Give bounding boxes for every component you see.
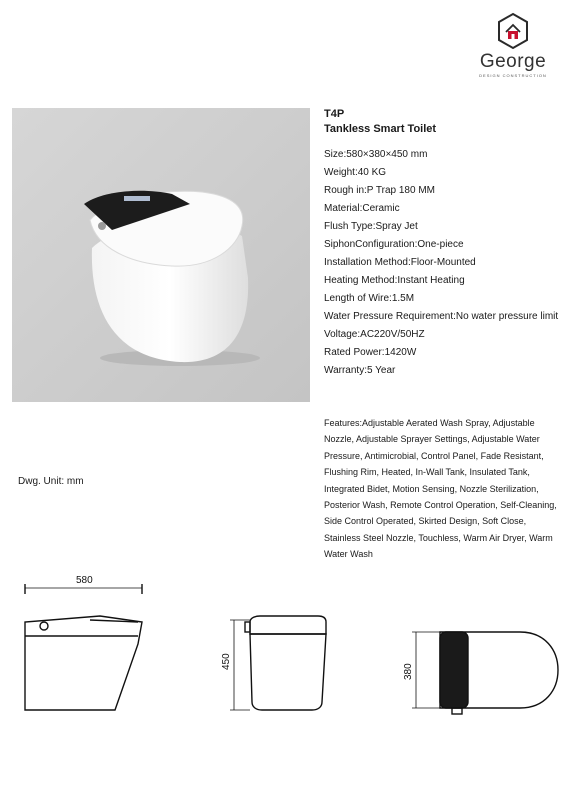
spec-weight: Weight:40 KG — [324, 167, 387, 178]
brand-name: George — [479, 51, 547, 72]
spec-voltage: Voltage:AC220V/50HZ — [324, 329, 425, 340]
model-number: T4P — [324, 108, 345, 120]
product-photo — [12, 108, 310, 402]
spec-installation: Installation Method:Floor-Mounted — [324, 257, 476, 268]
spec-size: Size:580×380×450 mm — [324, 149, 428, 160]
technical-drawings — [0, 570, 566, 720]
height-dimension: 450 — [221, 653, 232, 670]
brand-logo — [468, 12, 558, 92]
spec-wire-length: Length of Wire:1.5M — [324, 293, 415, 304]
top-view-drawing — [412, 632, 558, 714]
spec-material: Material:Ceramic — [324, 203, 400, 214]
front-view-drawing — [230, 616, 326, 710]
spec-water-pressure: Water Pressure Requirement:No water pressure limit — [324, 311, 559, 322]
spec-siphon: SiphonConfiguration:One-piece — [324, 239, 464, 250]
spec-panel — [324, 107, 560, 380]
spec-flush-type: Flush Type:Spray Jet — [324, 221, 418, 232]
features-text: Features:Adjustable Aerated Wash Spray, Adjustable Nozzle, Adjustable Sprayer Settings, Adjustable Water Pressure, Antimicrobial, Control Panel, Fade Resistant, Flushing Rim, Heated, In-Wall Tank, Insulated Tank, Integrated Bidet, Motion Sensing, Nozzle Sterilization, Posterior Wash, Remote Control Operation, Self-Cleaning, Side Control Operated, Skirted Design, Soft Close, Stainless Steel Nozzle, Touchless, Warm Air Dryer, Warm Water Wash — [324, 418, 557, 560]
length-dimension: 580 — [76, 575, 93, 586]
spec-power: Rated Power:1420W — [324, 347, 417, 358]
house-hexagon-logo-icon — [496, 12, 530, 50]
width-dimension: 380 — [403, 663, 414, 680]
spec-rough-in: Rough in:P Trap 180 MM — [324, 185, 435, 196]
side-view-drawing — [25, 584, 142, 710]
spec-heating: Heating Method:Instant Heating — [324, 275, 465, 286]
product-title: Tankless Smart Toilet — [324, 123, 437, 135]
brand-tagline: DESIGN CONSTRUCTION — [479, 73, 547, 78]
spec-warranty: Warranty:5 Year — [324, 365, 396, 376]
drawing-unit-label: Dwg. Unit: mm — [18, 476, 84, 487]
